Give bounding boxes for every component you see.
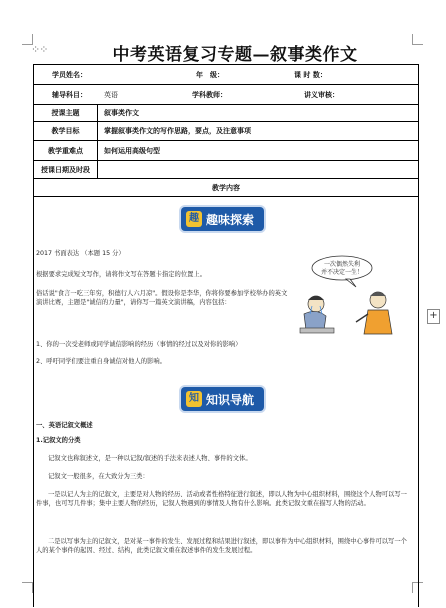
banner-label: 知识导航 <box>206 392 255 407</box>
teacher-label: 学科教师： <box>192 90 227 99</box>
table-row <box>34 122 418 141</box>
topic-value[interactable]: 叙事类作文 <box>104 109 139 117</box>
task-prompt: 俗话说"食言一吃三年穷，积德行人六月凉"。假设你是李华，你将你要参加学校举办的英文演讲比赛，主题是"诚信的力量"，请你写一篇英文演讲稿，内容包括： <box>36 290 288 306</box>
page-corner-mark <box>22 582 33 593</box>
table-row <box>34 141 418 161</box>
banner-badge-icon: 知 <box>186 391 202 407</box>
guide-paragraph: 记叙文一般很多，在大致分为三类： <box>48 473 149 480</box>
bubble-text-line2: 并不决定一生！ <box>320 269 364 276</box>
topic-label: 授课主题 <box>34 105 98 121</box>
guide-paragraph: 二是以写事为主的记叙文，是对某一事件的发生、发展过程和结果进行叙述，即以事件为中心组织材料，围绕中心事件可以写一个人的某个事件的起因、经过、结构，此类记叙文重在叙述事件的发生发展过程。 <box>36 538 407 554</box>
lesson-count-label: 课 时 数： <box>294 70 327 79</box>
bubble-text-line1: 一次偶然失利 <box>323 261 361 268</box>
table-row <box>34 85 418 105</box>
add-row-icon[interactable]: + <box>427 309 440 324</box>
knowledge-nav-banner <box>181 387 264 411</box>
subject-label: 辅导科目： <box>52 90 87 99</box>
goal-value[interactable]: 掌握叙事类作文的写作思路，要点，及注意事项 <box>104 127 251 135</box>
table-row <box>34 65 418 85</box>
document-title: 中考英语复习专题—叙事类作文 <box>112 45 358 65</box>
date-label: 授课日期及时段 <box>34 161 98 178</box>
table-move-handle-icon[interactable]: ⁘⁘ <box>31 43 48 56</box>
subsection-heading: 1.记叙文的分类 <box>36 437 81 444</box>
crying-student-icon <box>300 296 334 333</box>
section-heading: 一、英语记叙文概述 <box>36 422 93 429</box>
table-row <box>34 179 418 197</box>
subject-value[interactable]: 英语 <box>104 90 118 99</box>
page-corner-mark <box>412 34 423 45</box>
review-label: 讲义审核： <box>304 90 339 99</box>
key-points-value[interactable]: 如何运用高级句型 <box>104 146 160 155</box>
task-item: 1、你的一次受老师或同学诚信影响的经历（事情的经过以及对你的影响） <box>36 341 242 348</box>
cartoon-illustration <box>290 254 402 338</box>
grade-label: 年 级： <box>196 70 224 79</box>
guide-paragraph: 记叙文也称叙述文，是一种以记叙/叙述的手法来表述人物、事件的文体。 <box>48 455 252 462</box>
table-row <box>34 105 418 122</box>
key-points-label: 教学重难点 <box>34 141 98 160</box>
table-row <box>34 161 418 179</box>
content-label: 教学内容 <box>212 183 240 192</box>
adult-figure-icon <box>356 292 392 334</box>
banner-label: 趣味探索 <box>206 212 255 227</box>
task-instruction: 根据要求完成短文写作，请将作文写在答题卡指定的位置上。 <box>36 271 207 278</box>
guide-paragraph: 一是以记人为主的记叙文，主要是对人物的经历、活动或者性格特征进行叙述，即以人物为中心组织材料，围绕这个人物可以写一件事，也可写几件事；集中主要人物的经历，记叙人物遇到的事情及人物有什么影响。此类记叙文重在描写人物的活动。 <box>36 491 407 507</box>
goal-label: 教学目标 <box>34 122 98 140</box>
task-item: 2、呼吁同学们要注重自身诚信对他人的影响。 <box>36 358 166 365</box>
banner-badge-icon: 趣 <box>186 211 202 227</box>
student-name-label: 学员姓名： <box>52 70 87 79</box>
task-source: 2017 书面表达 （本题 15 分） <box>36 250 125 257</box>
fun-explore-banner <box>181 207 264 231</box>
